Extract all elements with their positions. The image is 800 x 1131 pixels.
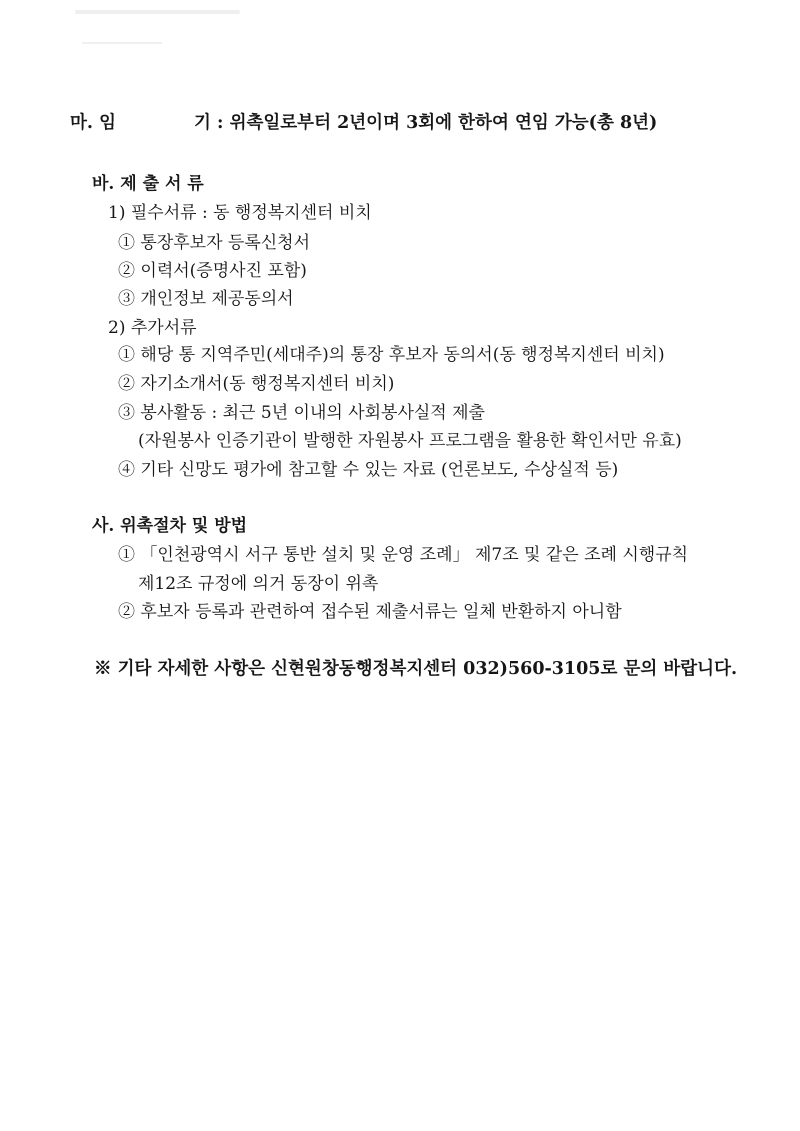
procedure-item-continuation: 제12조 규정에 의거 동장이 위촉 bbox=[138, 574, 379, 594]
scan-artifact bbox=[82, 42, 162, 44]
term-heading: 마. 임 bbox=[70, 113, 116, 133]
procedure-item: ① 「인천광역시 서구 통반 설치 및 운영 조례」 제7조 및 같은 조례 시행규칙 bbox=[118, 545, 689, 565]
term-text: 위촉일로부터 2년이며 3회에 한하여 연임 가능(총 8년) bbox=[229, 113, 658, 133]
procedure-heading: 사. 위촉절차 및 방법 bbox=[92, 516, 248, 536]
term-line bbox=[70, 111, 657, 135]
additional-doc-item: ③ 봉사활동 : 최근 5년 이내의 사회봉사실적 제출 bbox=[118, 403, 485, 423]
procedure-item: ② 후보자 등록과 관련하여 접수된 제출서류는 일체 반환하지 아니함 bbox=[118, 602, 622, 622]
additional-doc-item: ④ 기타 신망도 평가에 참고할 수 있는 자료 (언론보도, 수상실적 등) bbox=[118, 460, 619, 480]
term-heading-tail: 기 : bbox=[194, 113, 230, 133]
additional-doc-item: ① 해당 통 지역주민(세대주)의 통장 후보자 동의서(동 행정복지센터 비치) bbox=[118, 345, 665, 365]
required-doc-item: ③ 개인정보 제공동의서 bbox=[118, 289, 294, 309]
additional-doc-note: (자원봉사 인증기관이 발행한 자원봉사 프로그램을 활용한 확인서만 유효) bbox=[138, 431, 682, 451]
required-doc-item: ② 이력서(증명사진 포함) bbox=[118, 261, 307, 281]
required-docs-title: 1) 필수서류 : 동 행정복지센터 비치 bbox=[108, 203, 372, 223]
required-doc-item: ① 통장후보자 등록신청서 bbox=[118, 233, 311, 253]
documents-heading: 바. 제 출 서 류 bbox=[92, 174, 204, 194]
additional-doc-item: ② 자기소개서(동 행정복지센터 비치) bbox=[118, 374, 395, 394]
additional-docs-title: 2) 추가서류 bbox=[108, 318, 197, 338]
contact-note: ※ 기타 자세한 사항은 신현원창동행정복지센터 032)560-3105로 문의 바랍니다. bbox=[94, 659, 738, 679]
scan-artifact bbox=[75, 10, 240, 14]
